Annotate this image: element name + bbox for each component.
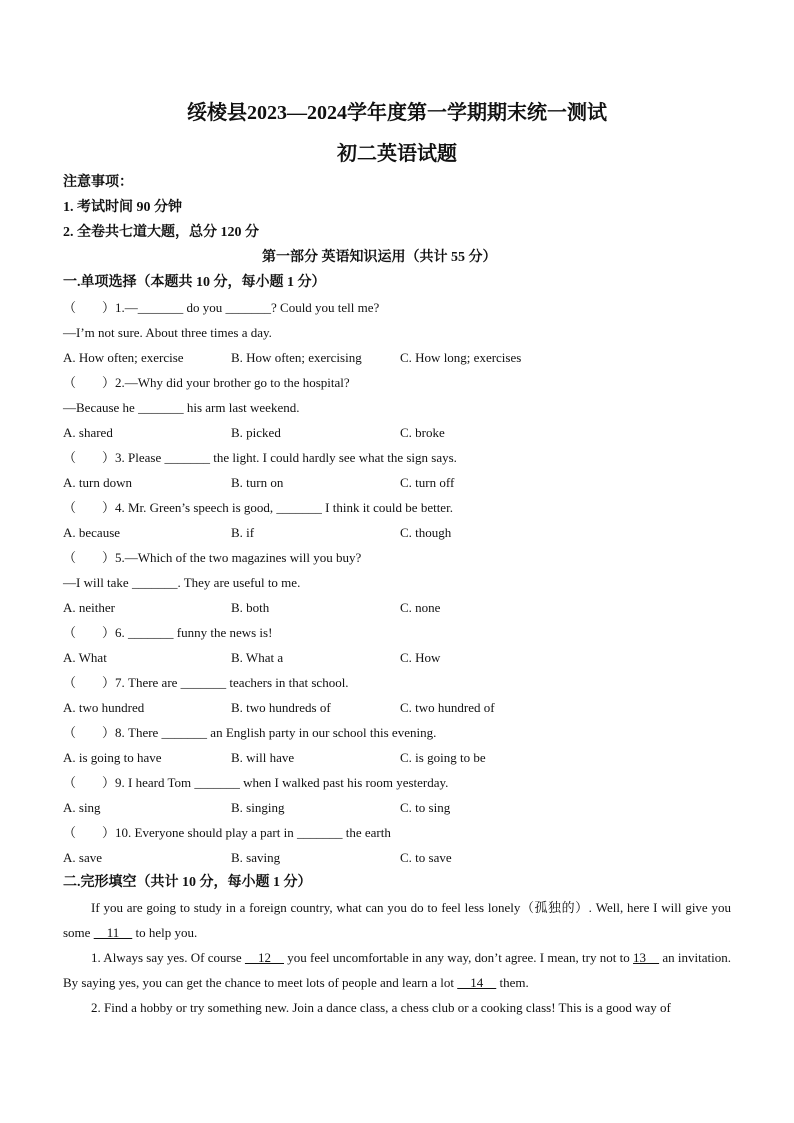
passage-text: an invitation. By saying yes, you can get the chance to meet lots of people and learn a lot bbox=[63, 950, 731, 990]
option-a: A. neither bbox=[63, 600, 115, 615]
question-stem: （ ）7. There are _______ teachers in that school. bbox=[63, 675, 349, 690]
blank-13: 13 bbox=[633, 950, 660, 965]
option-c: C. though bbox=[400, 525, 452, 540]
option-b: B. both bbox=[231, 600, 270, 615]
option-b: B. picked bbox=[231, 425, 281, 440]
passage-text: If you are going to study in a foreign country, what can you do to feel less lonely（孤独的）. Well, here I will give you some bbox=[63, 900, 731, 940]
passage-text: to help you. bbox=[132, 925, 198, 940]
option-a: A. because bbox=[63, 525, 121, 540]
passage-paragraph: 2. Find a hobby or try something new. Join a dance class, a chess club or a cooking class! This is a good way of bbox=[91, 1000, 671, 1015]
passage-text: 1. Always say yes. Of course bbox=[91, 950, 245, 965]
option-c: C. two hundred of bbox=[400, 700, 495, 715]
option-c: C. none bbox=[400, 600, 441, 615]
option-a: A. two hundred bbox=[63, 700, 145, 715]
question-stem: （ ）5.—Which of the two magazines will you buy? bbox=[63, 550, 362, 565]
blank-14: 14 bbox=[457, 975, 497, 990]
passage-text: you feel uncomfortable in any way, don’t agree. I mean, try not to bbox=[284, 950, 634, 965]
option-a: A. What bbox=[63, 650, 107, 665]
part-heading: 第一部分 英语知识运用（共计 55 分） bbox=[262, 250, 497, 265]
question-stem: （ ）1.—_______ do you _______? Could you tell me? bbox=[63, 300, 380, 315]
blank-12: 12 bbox=[244, 950, 285, 965]
option-a: A. How often; exercise bbox=[63, 350, 184, 365]
passage-text: them. bbox=[496, 975, 529, 990]
notes-heading: 注意事项： bbox=[63, 175, 133, 190]
option-c: C. is going to be bbox=[400, 750, 486, 765]
option-a: A. turn down bbox=[63, 475, 132, 490]
page-title: 绥棱县2023—2024学年度第一学期期末统一测试 bbox=[187, 102, 607, 124]
option-a: A. shared bbox=[63, 425, 113, 440]
passage-paragraph bbox=[63, 945, 731, 995]
option-a: A. sing bbox=[63, 800, 101, 815]
section-heading: 一.单项选择（本题共 10 分，每小题 1 分） bbox=[63, 275, 326, 290]
note-item: 2. 全卷共七道大题，总分 120 分 bbox=[63, 225, 259, 240]
option-c: C. to sing bbox=[400, 800, 451, 815]
question-stem: （ ）3. Please _______ the light. I could hardly see what the sign says. bbox=[63, 450, 457, 465]
question-extra: —Because he _______ his arm last weekend. bbox=[63, 400, 300, 415]
question-stem: （ ）4. Mr. Green’s speech is good, _______ I think it could be better. bbox=[63, 500, 453, 515]
question-stem: （ ）10. Everyone should play a part in _______ the earth bbox=[63, 825, 391, 840]
option-b: B. saving bbox=[231, 850, 281, 865]
option-b: B. singing bbox=[231, 800, 285, 815]
section-heading: 二.完形填空（共计 10 分，每小题 1 分） bbox=[63, 875, 312, 890]
option-b: B. will have bbox=[231, 750, 295, 765]
page-subtitle: 初二英语试题 bbox=[337, 143, 457, 165]
option-c: C. to save bbox=[400, 850, 452, 865]
option-c: C. broke bbox=[400, 425, 445, 440]
blank-11: 11 bbox=[93, 925, 133, 940]
passage-paragraph bbox=[63, 895, 731, 945]
option-c: C. How bbox=[400, 650, 441, 665]
note-item: 1. 考试时间 90 分钟 bbox=[63, 200, 182, 215]
option-b: B. two hundreds of bbox=[231, 700, 331, 715]
question-stem: （ ）6. _______ funny the news is! bbox=[63, 625, 273, 640]
option-a: A. save bbox=[63, 850, 102, 865]
question-extra: —I will take _______. They are useful to me. bbox=[63, 575, 301, 590]
option-c: C. How long; exercises bbox=[400, 350, 522, 365]
option-b: B. if bbox=[231, 525, 255, 540]
option-c: C. turn off bbox=[400, 475, 455, 490]
question-extra: —I’m not sure. About three times a day. bbox=[63, 325, 272, 340]
option-b: B. How often; exercising bbox=[231, 350, 362, 365]
option-b: B. What a bbox=[231, 650, 284, 665]
question-stem: （ ）2.—Why did your brother go to the hospital? bbox=[63, 375, 350, 390]
question-stem: （ ）8. There _______ an English party in our school this evening. bbox=[63, 725, 437, 740]
question-stem: （ ）9. I heard Tom _______ when I walked past his room yesterday. bbox=[63, 775, 449, 790]
option-b: B. turn on bbox=[231, 475, 284, 490]
option-a: A. is going to have bbox=[63, 750, 162, 765]
